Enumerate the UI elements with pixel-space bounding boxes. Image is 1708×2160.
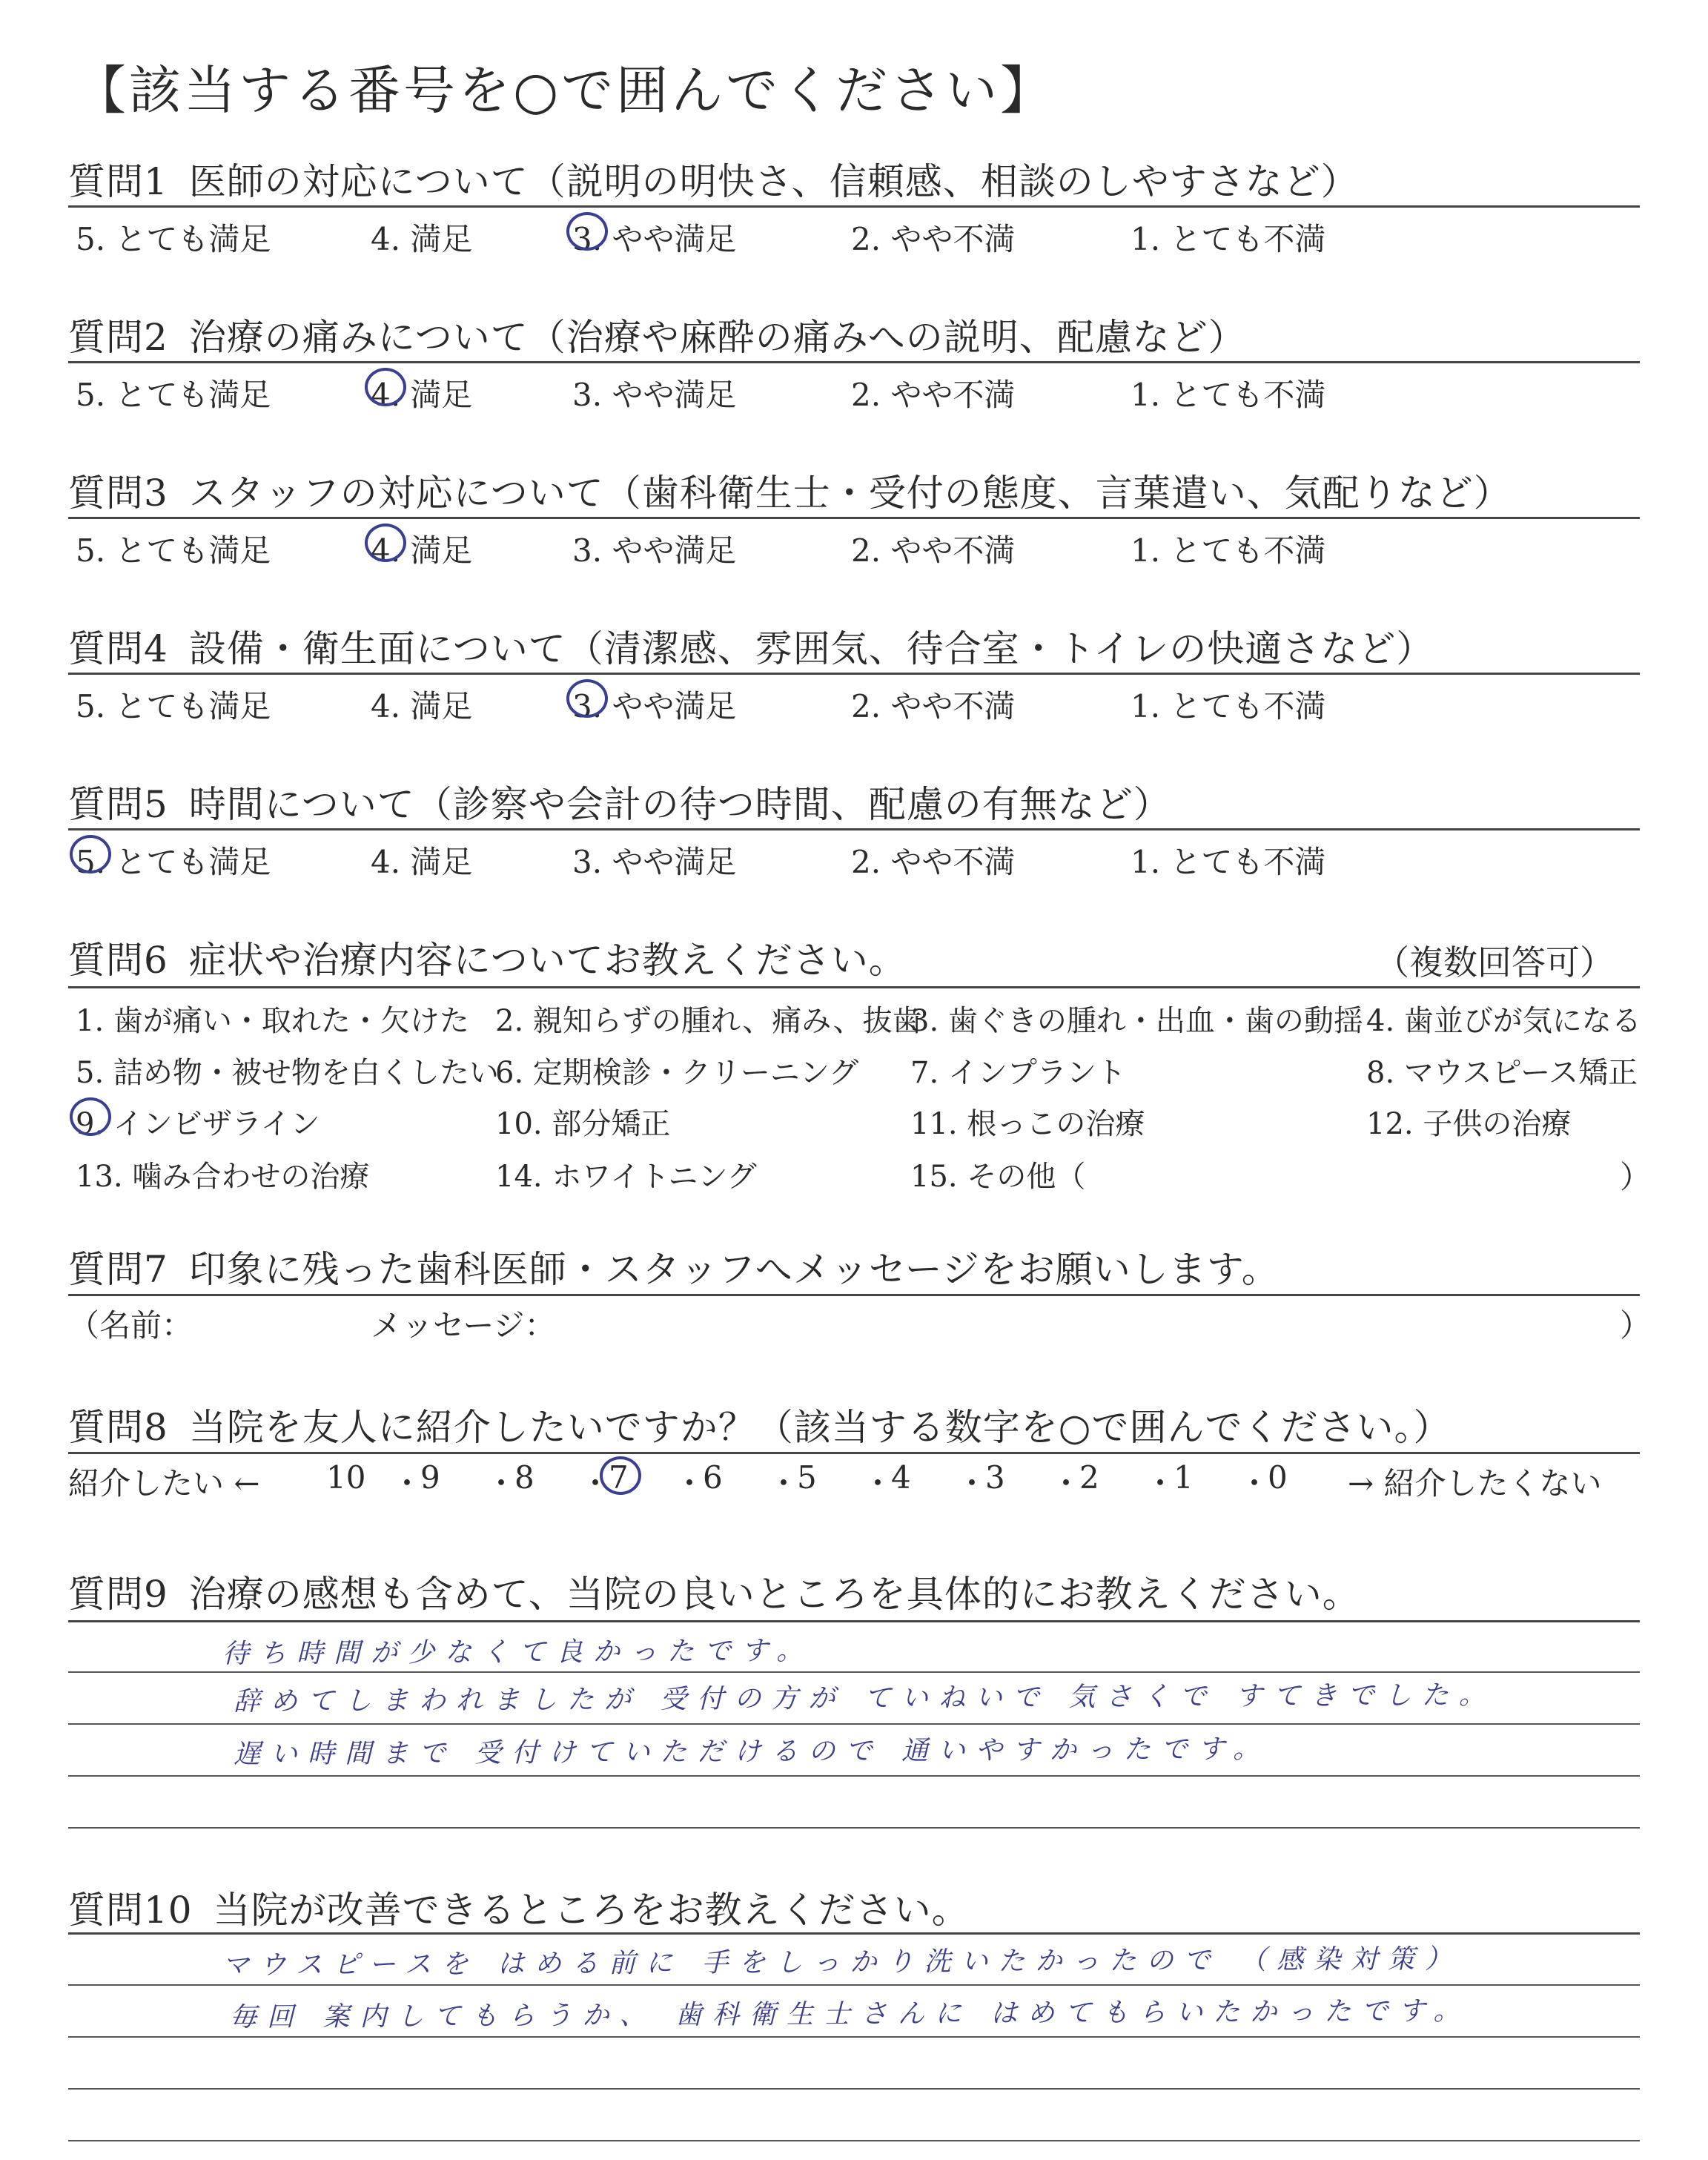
q4-selected-circle: [566, 679, 608, 718]
q6-option-3[interactable]: 3. 歯ぐきの腫れ・出血・歯の動揺: [910, 1004, 1363, 1038]
q8-scale-8[interactable]: 8: [514, 1459, 534, 1496]
q8-separator-dot: ・: [1239, 1465, 1271, 1502]
q5-rule: [68, 828, 1640, 830]
q4-number: 質問4: [68, 627, 168, 670]
q5-option-4[interactable]: 4. 満足: [371, 844, 473, 880]
q7-name-label: （名前：: [68, 1307, 193, 1344]
q8-right-label: → 紹介したくない: [1348, 1465, 1602, 1502]
q1-option-4[interactable]: 4. 満足: [371, 221, 473, 257]
q6-option-9[interactable]: 9. インビザライン: [76, 1107, 320, 1141]
q8-scale-9[interactable]: 9: [420, 1459, 440, 1496]
q6-option-6[interactable]: 6. 定期検診・クリーニング: [495, 1056, 859, 1090]
q10-number: 質問10: [68, 1889, 193, 1932]
q9-line-4: [68, 1827, 1640, 1829]
q8-scale-3[interactable]: 3: [985, 1459, 1005, 1496]
q3-option-1[interactable]: 1. とても不満: [1131, 532, 1326, 569]
q4-text: 設備・衛生面について（清潔感、雰囲気、待合室・トイレの快適さなど）: [188, 627, 1434, 670]
q6-note: （複数回答可）: [1375, 942, 1614, 982]
q1-option-2[interactable]: 2. やや不満: [851, 221, 1016, 257]
q6-title: [68, 931, 907, 984]
q6-option-5[interactable]: 5. 詰め物・被せ物を白くしたい: [76, 1056, 499, 1090]
q1-option-3[interactable]: 3. やや満足: [572, 221, 737, 257]
q4-option-1[interactable]: 1. とても不満: [1131, 688, 1326, 724]
q3-selected-circle: [365, 524, 406, 562]
q8-scale-1[interactable]: 1: [1174, 1459, 1194, 1496]
q5-option-3[interactable]: 3. やや満足: [572, 844, 737, 880]
q6-text: 症状や治療内容についてお教えください。: [188, 939, 907, 982]
q6-number: 質問6: [68, 939, 168, 982]
q6-option-11[interactable]: 11. 根っこの治療: [910, 1107, 1145, 1141]
q8-number: 質問8: [68, 1406, 168, 1449]
q6-option-15[interactable]: 15. その他（: [910, 1160, 1086, 1194]
q1-option-5[interactable]: 5. とても満足: [76, 221, 271, 257]
q8-separator-dot: ・: [580, 1465, 612, 1502]
q6-other-close-paren: ）: [1620, 1159, 1652, 1195]
q10-text: 当院が改善できるところをお教えください。: [213, 1889, 970, 1932]
q8-separator-dot: ・: [956, 1465, 988, 1502]
q8-separator-dot: ・: [674, 1465, 706, 1502]
q4-rule: [68, 673, 1640, 675]
q2-option-5[interactable]: 5. とても満足: [76, 377, 271, 413]
q7-message-label: メッセージ：: [371, 1307, 556, 1344]
q9-number: 質問9: [68, 1573, 168, 1616]
q6-rule: [68, 986, 1640, 988]
q2-selected-circle: [365, 368, 406, 406]
q9-answer-line: 辞めてしまわれましたが 受付の方が ていねいで 気さくで すてきでした。: [233, 1680, 1496, 1717]
q3-option-3[interactable]: 3. やや満足: [572, 532, 737, 569]
q8-scale-7[interactable]: 7: [609, 1459, 629, 1496]
q8-left-label: 紹介したい ←: [68, 1465, 260, 1502]
q2-number: 質問2: [68, 316, 168, 359]
q2-option-2[interactable]: 2. やや不満: [851, 377, 1016, 413]
q7-rule: [68, 1294, 1640, 1296]
q8-rule: [68, 1452, 1640, 1454]
q10-line-4: [68, 2140, 1640, 2141]
q8-separator-dot: ・: [862, 1465, 894, 1502]
q9-title: [68, 1565, 1360, 1618]
q8-separator-dot: ・: [391, 1465, 423, 1502]
q3-option-2[interactable]: 2. やや不満: [851, 532, 1016, 569]
q3-title: [68, 463, 1512, 517]
q8-separator-dot: ・: [768, 1465, 800, 1502]
q9-line-1: [68, 1671, 1640, 1673]
q4-option-5[interactable]: 5. とても満足: [76, 688, 271, 724]
q3-option-4[interactable]: 4. 満足: [371, 532, 473, 569]
q10-rule: [68, 1932, 1640, 1935]
q2-rule: [68, 361, 1640, 363]
q3-number: 質問3: [68, 472, 168, 515]
q7-text: 印象に残った歯科医師・スタッフへメッセージをお願いします。: [188, 1248, 1280, 1291]
q1-selected-circle: [566, 212, 608, 251]
q10-line-3: [68, 2088, 1640, 2090]
q8-scale-4[interactable]: 4: [891, 1459, 911, 1496]
q2-text: 治療の痛みについて（治療や麻酔の痛みへの説明、配慮など）: [188, 316, 1246, 359]
q8-scale-10[interactable]: 10: [326, 1459, 366, 1496]
q6-option-2[interactable]: 2. 親知らずの腫れ、痛み、抜歯: [495, 1004, 922, 1038]
q5-option-2[interactable]: 2. やや不満: [851, 844, 1016, 880]
q9-text: 治療の感想も含めて、当院の良いところを具体的にお教えください。: [188, 1573, 1360, 1616]
q2-option-4[interactable]: 4. 満足: [371, 377, 473, 413]
q5-option-1[interactable]: 1. とても不満: [1131, 844, 1326, 880]
q4-title: [68, 619, 1434, 673]
q6-option-4[interactable]: 4. 歯並びが気になる: [1366, 1004, 1641, 1038]
q4-option-2[interactable]: 2. やや不満: [851, 688, 1016, 724]
q5-selected-circle: [70, 835, 111, 873]
q8-scale-2[interactable]: 2: [1079, 1459, 1099, 1496]
q6-option-13[interactable]: 13. 噛み合わせの治療: [76, 1160, 370, 1194]
q10-answer-line: マウスピースを はめる前に 手をしっかり洗いたかったので （感染対策）: [222, 1943, 1463, 1981]
q3-rule: [68, 517, 1640, 519]
q1-title: [68, 152, 1359, 205]
q8-scale-0[interactable]: 0: [1268, 1459, 1288, 1496]
q8-separator-dot: ・: [486, 1465, 517, 1502]
page-title: 【該当する番号を○で囲んでください】: [74, 60, 1056, 121]
q9-answer-line: 遅い時間まで 受付けていただけるので 通いやすかったです。: [233, 1734, 1271, 1770]
q5-option-5[interactable]: 5. とても満足: [76, 844, 271, 880]
q5-number: 質問5: [68, 783, 168, 826]
q6-option-8[interactable]: 8. マウスピース矯正: [1366, 1056, 1638, 1090]
q5-text: 時間について（診察や会計の待つ時間、配慮の有無など）: [188, 783, 1171, 826]
q10-line-2: [68, 2036, 1640, 2038]
q10-line-1: [68, 1984, 1640, 1986]
q6-selected-circle: [70, 1097, 111, 1136]
q10-answer-line: 毎回 案内してもらうか、 歯科衛生士さんに はめてもらいたかったです。: [229, 1995, 1471, 2033]
q9-rule: [68, 1620, 1640, 1622]
q8-title: [68, 1398, 1451, 1451]
q5-title: [68, 775, 1171, 828]
q3-option-5[interactable]: 5. とても満足: [76, 532, 271, 569]
q6-option-10[interactable]: 10. 部分矯正: [495, 1107, 671, 1141]
q6-option-14[interactable]: 14. ホワイトニング: [495, 1160, 757, 1194]
q8-text: 当院を友人に紹介したいですか？（該当する数字を○で囲んでください。）: [188, 1406, 1452, 1449]
q2-option-3[interactable]: 3. やや満足: [572, 377, 737, 413]
q8-scale-6[interactable]: 6: [703, 1459, 723, 1496]
q4-option-4[interactable]: 4. 満足: [371, 688, 473, 724]
q10-title: [68, 1880, 970, 1934]
q8-separator-dot: ・: [1145, 1465, 1176, 1502]
q8-selected-circle: [600, 1456, 641, 1495]
q8-separator-dot: ・: [1050, 1465, 1082, 1502]
q4-option-3[interactable]: 3. やや満足: [572, 688, 737, 724]
q2-option-1[interactable]: 1. とても不満: [1131, 377, 1326, 413]
q1-text: 医師の対応について（説明の明快さ、信頼感、相談のしやすさなど）: [188, 160, 1359, 203]
q6-option-1[interactable]: 1. 歯が痛い・取れた・欠けた: [76, 1004, 469, 1038]
q6-option-12[interactable]: 12. 子供の治療: [1366, 1107, 1572, 1141]
q1-rule: [68, 205, 1640, 208]
q9-answer-line: 待ち時間が少なくて良かったです。: [222, 1635, 814, 1670]
q7-close-paren: ）: [1620, 1307, 1652, 1344]
q2-title: [68, 308, 1246, 361]
q3-text: スタッフの対応について（歯科衛生士・受付の態度、言葉遣い、気配りなど）: [188, 472, 1512, 515]
q9-line-2: [68, 1723, 1640, 1725]
q1-option-1[interactable]: 1. とても不満: [1131, 221, 1326, 257]
q6-option-7[interactable]: 7. インプラント: [910, 1056, 1126, 1090]
q9-line-3: [68, 1775, 1640, 1777]
q8-scale-5[interactable]: 5: [797, 1459, 817, 1496]
q7-title: [68, 1240, 1280, 1293]
q7-number: 質問7: [68, 1248, 168, 1291]
q1-number: 質問1: [68, 160, 168, 203]
